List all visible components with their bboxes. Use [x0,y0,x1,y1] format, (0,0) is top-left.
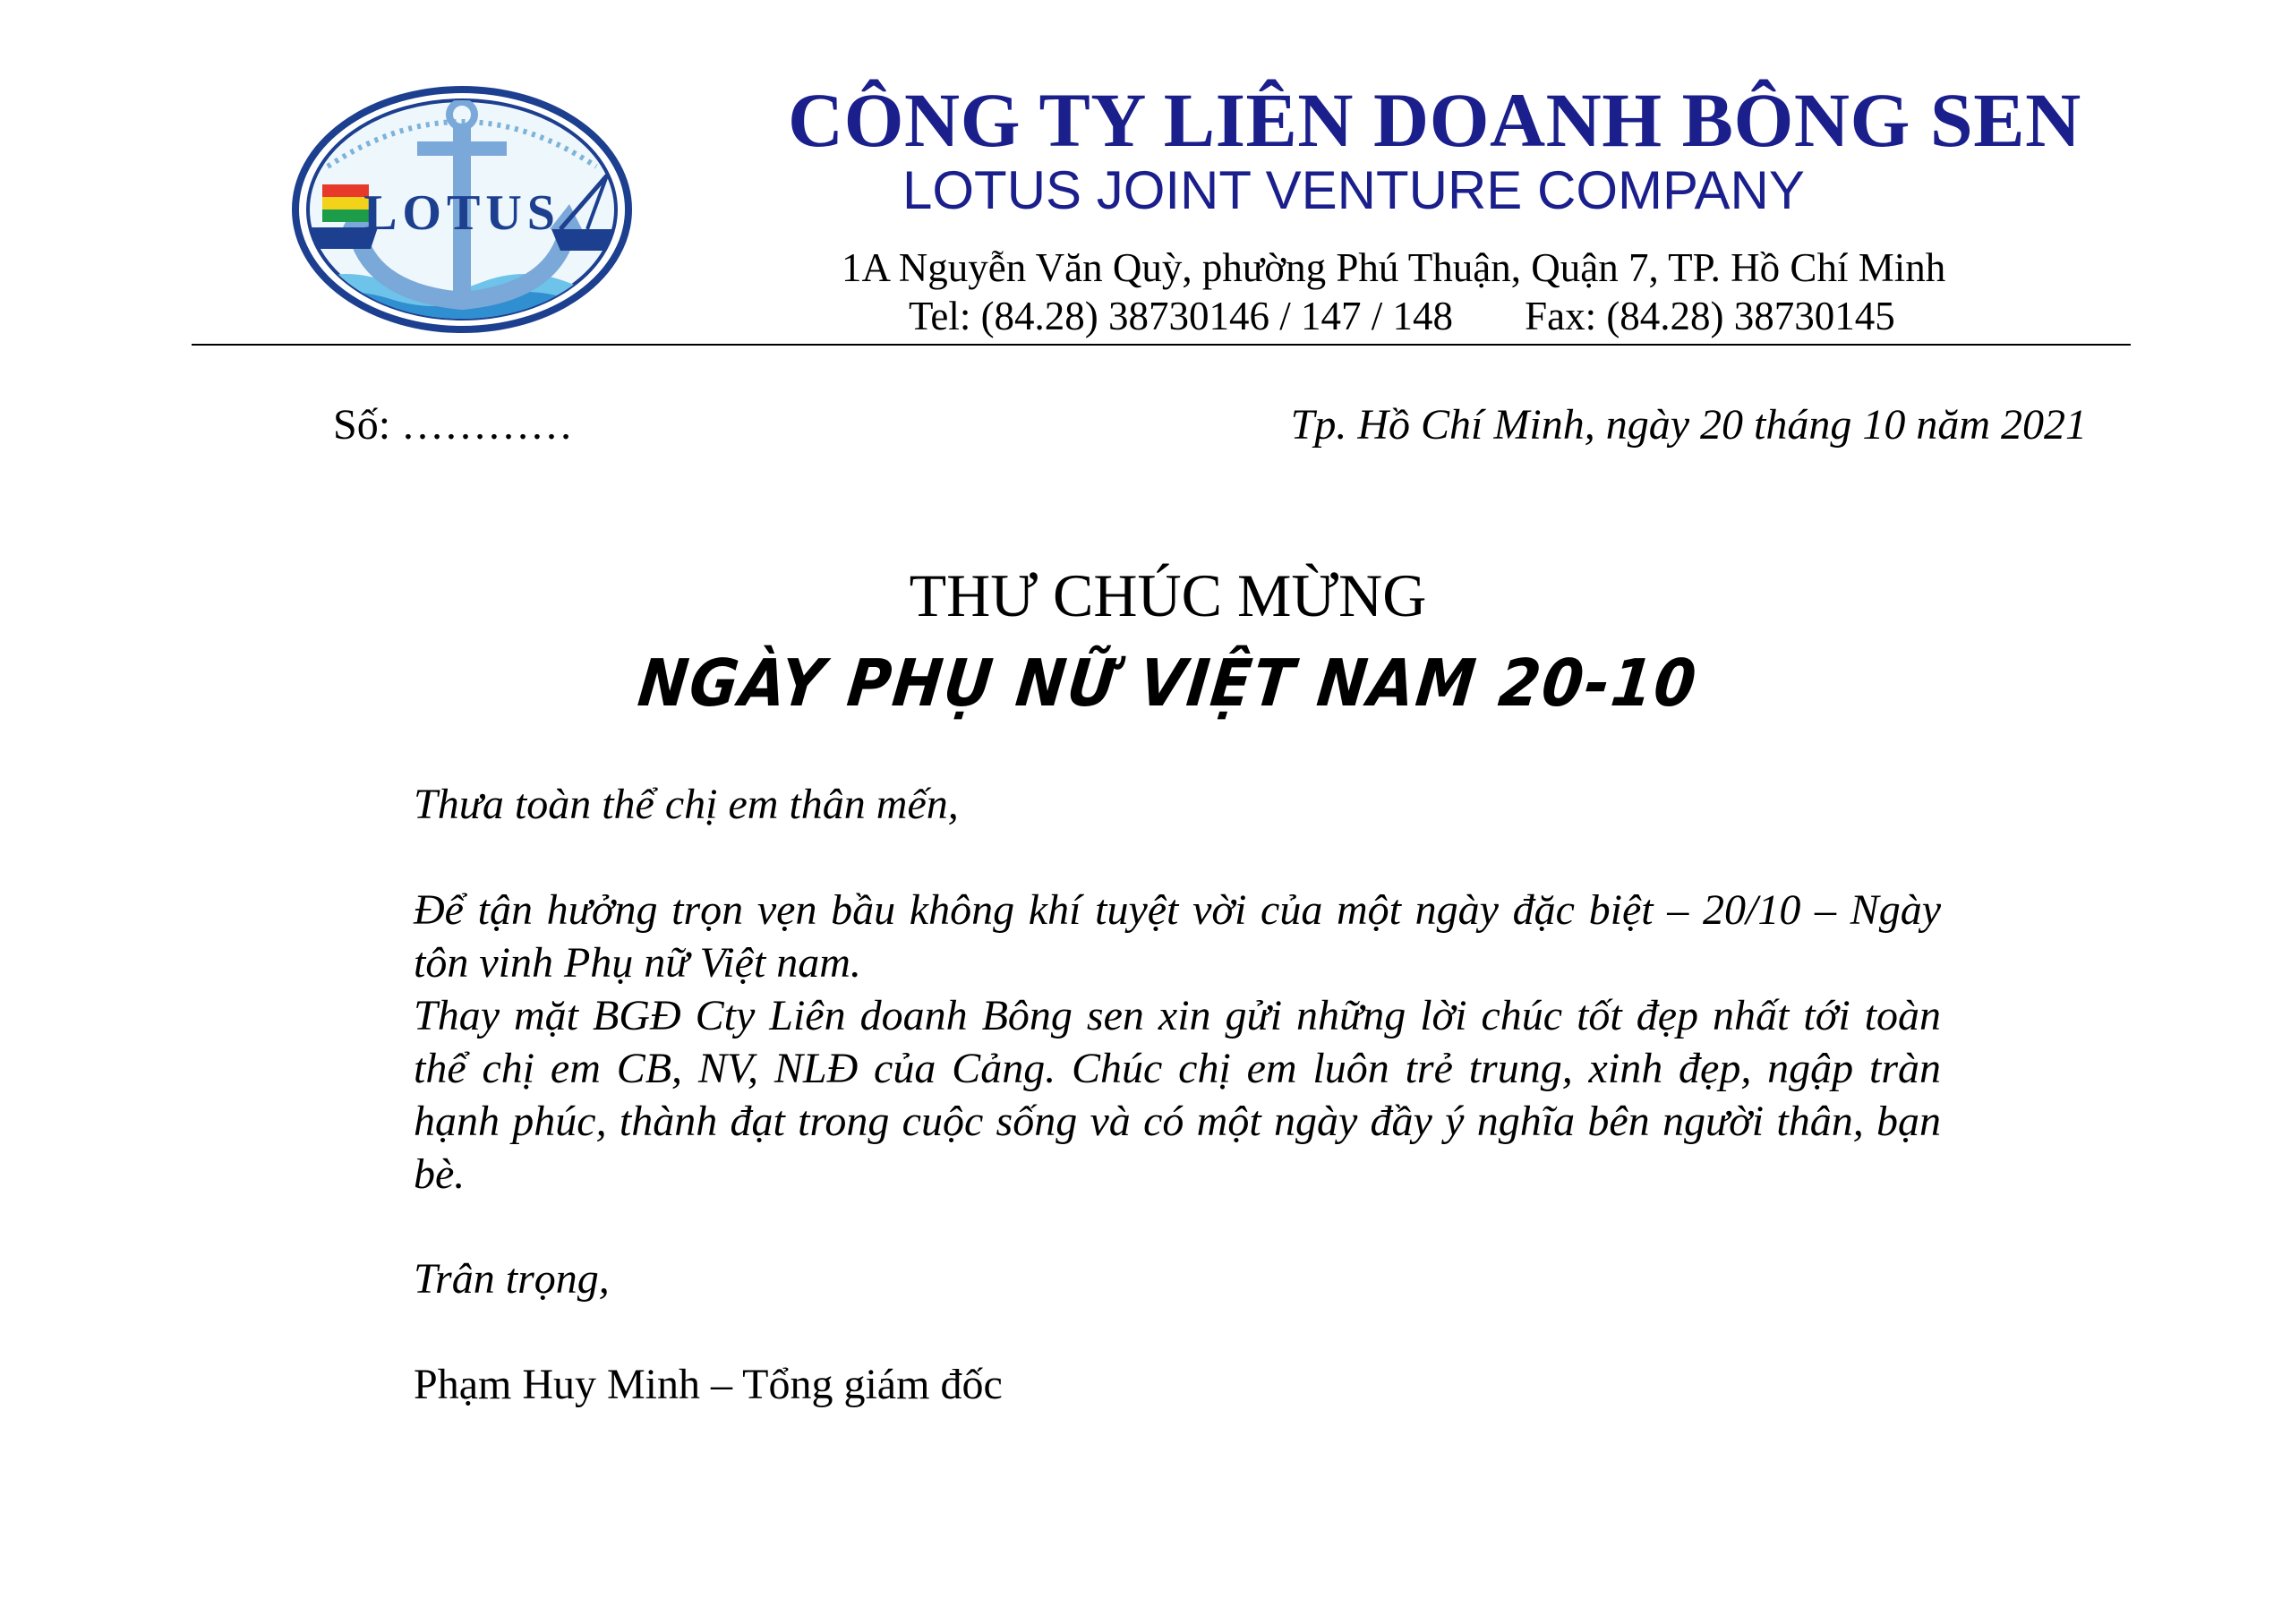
letter-subtitle: NGÀY PHỤ NỮ VIỆT NAM 20-10 [634,645,1702,722]
company-contact [909,292,1895,340]
company-address: 1A Nguyễn Văn Quỳ, phường Phú Thuận, Quận 7, TP. Hồ Chí Minh [842,245,1946,290]
paragraph-1: Để tận hưởng trọn vẹn bầu không khí tuyệt vời của một ngày đặc biệt – 20/10 – Ngày tôn vinh Phụ nữ Việt nam. [414,886,1941,987]
place-and-date: Tp. Hồ Chí Minh, ngày 20 tháng 10 năm 2021 [1290,401,2087,449]
salutation: Thưa toàn thể chị em thân mến, [414,781,959,828]
letter-title: THƯ CHÚC MỪNG [909,561,1427,629]
closing: Trân trọng, [414,1255,610,1303]
lotus-anchor-logo-icon [292,86,632,333]
telephone: Tel: (84.28) 38730146 / 147 / 148 [909,294,1454,338]
fax: Fax: (84.28) 38730145 [1525,294,1895,338]
document-number: Số: ………… [333,401,574,449]
paragraph-2: Thay mặt BGĐ Cty Liên doanh Bông sen xin gửi những lời chúc tốt đẹp nhất tới toàn thể chị em CB, NV, NLĐ của Cảng. Chúc chị em luôn trẻ trung, xinh đẹp, ngập tràn hạnh phúc, thành đạt trong cuộc sống và có một ngày đầy ý nghĩa bên người thân, bạn bè. [414,992,1941,1198]
signature: Phạm Huy Minh – Tổng giám đốc [414,1361,1003,1408]
logo-wordmark: LOTUS [363,185,560,241]
company-logo [292,86,632,333]
header-divider [192,344,2131,346]
company-name-vn: CÔNG TY LIÊN DOANH BÔNG SEN [788,77,2081,163]
company-name-en: LOTUS JOINT VENTURE COMPANY [902,160,1805,220]
